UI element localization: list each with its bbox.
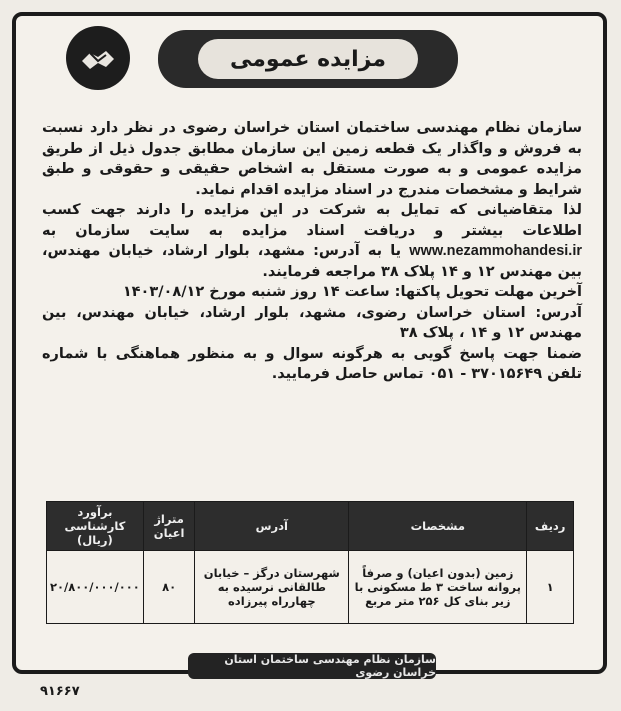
header-row-number: ردیف xyxy=(527,502,574,551)
notice-body xyxy=(42,118,582,385)
cell-estimate: ۲۰/۸۰۰/۰۰۰/۰۰۰ xyxy=(47,551,144,624)
handshake-icon-graphic xyxy=(78,41,118,75)
ad-code: ۹۱۶۶۷ xyxy=(40,684,80,699)
paragraph-documents xyxy=(42,200,582,282)
table-row xyxy=(47,551,574,624)
organization-footer: سازمان نظام مهندسی ساختمان استان خراسان رضوی xyxy=(188,653,436,679)
address-text: آدرس: استان خراسان رضوی، مشهد، بلوار ارشاد، خیابان مهندس، بین مهندس ۱۲ و ۱۴ ، پلاک ۳۸ xyxy=(42,304,582,341)
title-banner xyxy=(158,30,458,88)
handshake-icon xyxy=(66,26,130,90)
header-estimate: برآورد کارشناسی (ریال) xyxy=(47,502,144,551)
header-specs: مشخصات xyxy=(349,502,527,551)
cell-row-number: ۱ xyxy=(527,551,574,624)
paragraph-documents-address: یا به آدرس: مشهد، بلوار ارشاد، خیابان مهندس، بین مهندس ۱۲ و ۱۴ پلاک ۳۸ مراجعه فرمایند. xyxy=(42,243,582,280)
page-title: مزایده عمومی xyxy=(198,39,418,79)
paragraph-documents-text: لذا متقاضیانی که تمایل به شرکت در این مزایده را دارند جهت کسب اطلاعات بیشتر و دریافت اسناد مزایده به سایت سازمان به xyxy=(42,202,582,239)
header-address: آدرس xyxy=(195,502,349,551)
paragraph-intro: سازمان نظام مهندسی ساختمان استان خراسان رضوی در نظر دارد نسبت به فروش و واگذار یک قطعه زمین این سازمان مطابق جدول ذیل از طریق مزایده عمومی و به صورت مستقل به اشخاص حقیقی و حقوقی و طبق شرایط و مشخصات مندرج در اسناد مزایده اقدام نماید. xyxy=(42,120,582,198)
website-link[interactable]: www.nezammohandesi.ir xyxy=(409,243,582,259)
cell-specs: زمین (بدون اعیان) و صرفاً پروانه ساخت ۳ ط مسکونی با زیر بنای کل ۲۵۶ متر مربع xyxy=(349,551,527,624)
cell-address: شهرستان درگز – خیابان طالقانی نرسیده به چهارراه پیرزاده xyxy=(195,551,349,624)
table-header-row xyxy=(47,502,574,551)
deadline-text: آخرین مهلت تحویل پاکتها: ساعت ۱۴ روز شنبه مورخ ۱۴۰۳/۰۸/۱۲ xyxy=(122,284,582,300)
contact-text: ضمنا جهت پاسخ گویی به هرگونه سوال و به منظور هماهنگی با شماره تلفن ۳۷۰۱۵۶۴۹ - ۰۵۱ تماس حاصل فرمایید. xyxy=(42,345,582,382)
cell-area: ۸۰ xyxy=(143,551,195,624)
auction-table xyxy=(46,501,574,624)
header-area: متراژ اعیان xyxy=(143,502,195,551)
